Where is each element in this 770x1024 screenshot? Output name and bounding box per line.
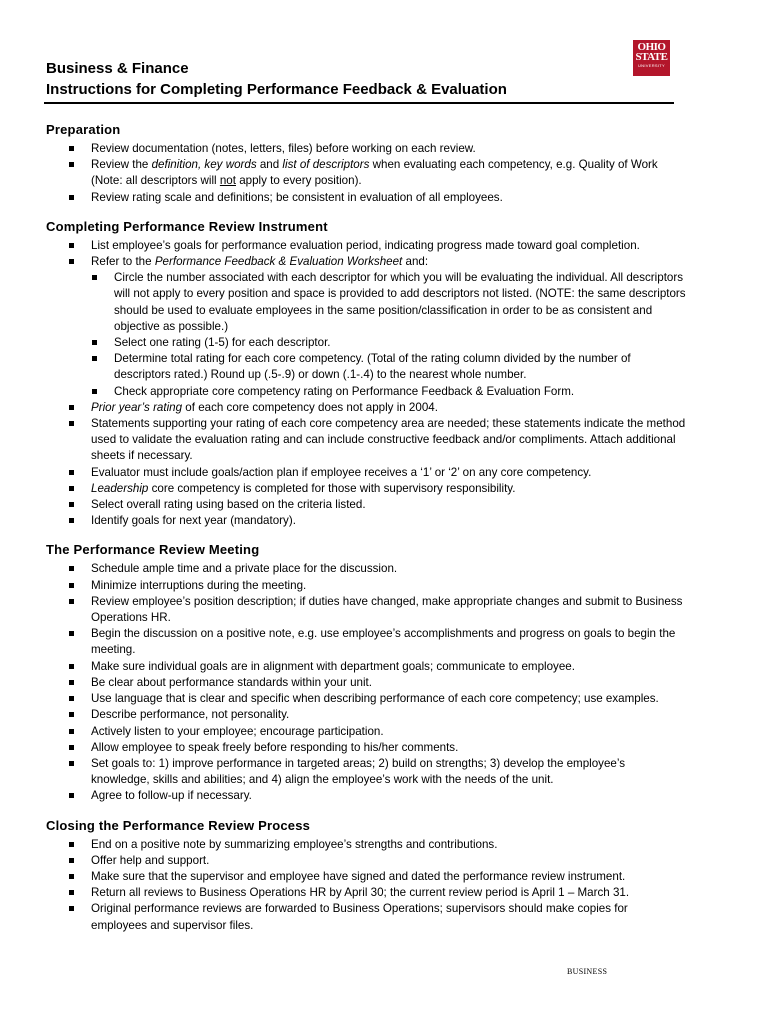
document-subtitle: Instructions for Completing Performance Feedback & Evaluation — [46, 81, 507, 98]
section-closing — [46, 817, 686, 934]
list-item: Describe performance, not personality. — [68, 707, 686, 723]
list-item: Review employee’s position description; if duties have changed, make appropriate changes and submit to Business Operations HR. — [68, 594, 686, 626]
list-item: Allow employee to speak freely before responding to his/her comments. — [68, 740, 686, 756]
footer-label: BUSINESS — [567, 967, 608, 976]
list-item: Actively listen to your employee; encourage participation. — [68, 724, 686, 740]
header-divider — [44, 102, 674, 104]
sub-list-item: Circle the number associated with each descriptor for which you will be evaluating the individual. All descriptors will not apply to every position and space is provided to add descriptors not listed. (NOTE: the same descriptors should be used to evaluate employees in the same position/classification in order to be as consistent and objective as possible.) — [91, 270, 686, 335]
ohio-state-logo — [633, 40, 670, 76]
list-item: Set goals to: 1) improve performance in targeted areas; 2) build on strengths; 3) develop the employee’s knowledge, skills and abilities; and 4) align the employee’s work with the needs of the unit. — [68, 756, 686, 788]
list-item: Prior year’s rating of each core competency does not apply in 2004. — [68, 400, 686, 416]
document-body — [46, 121, 686, 946]
list-item: Make sure individual goals are in alignment with department goals; communicate to employee. — [68, 659, 686, 675]
list-item: Be clear about performance standards within your unit. — [68, 675, 686, 691]
list-item: Leadership core competency is completed for those with supervisory responsibility. — [68, 481, 686, 497]
sub-list-item: Check appropriate core competency rating on Performance Feedback & Evaluation Form. — [91, 384, 686, 400]
list-item: List employee’s goals for performance evaluation period, indicating progress made toward goal completion. — [68, 238, 686, 254]
list-item: Evaluator must include goals/action plan if employee receives a ‘1’ or ‘2’ on any core competency. — [68, 465, 686, 481]
list-item: Review the definition, key words and list of descriptors when evaluating each competency, e.g. Quality of Work (Note: all descriptors will not apply to every position). — [68, 157, 686, 189]
sub-list-item: Select one rating (1-5) for each descriptor. — [91, 335, 686, 351]
section-title: The Performance Review Meeting — [46, 542, 260, 558]
list-item: Schedule ample time and a private place for the discussion. — [68, 561, 686, 577]
sub-bullet-list — [91, 270, 686, 400]
logo-line-ohio: OHIO — [637, 41, 666, 53]
logo-line-university: UNIVERSITY — [637, 63, 665, 68]
list-item: Return all reviews to Business Operations HR by April 30; the current review period is April 1 – March 31. — [68, 885, 686, 901]
section-preparation — [46, 121, 686, 206]
list-item: Use language that is clear and specific when describing performance of each core competency; use examples. — [68, 691, 686, 707]
list-item: Select overall rating using based on the criteria listed. — [68, 497, 686, 513]
bullet-list — [46, 561, 686, 804]
list-item: Minimize interruptions during the meeting. — [68, 578, 686, 594]
document-title: Business & Finance — [46, 60, 189, 77]
bullet-list — [46, 141, 686, 206]
logo-line-state: STATE — [635, 51, 668, 63]
list-item: Agree to follow-up if necessary. — [68, 788, 686, 804]
section-title: Closing the Performance Review Process — [46, 817, 311, 833]
section-title: Completing Performance Review Instrument — [46, 218, 328, 234]
section-meeting — [46, 541, 686, 804]
list-item: Review documentation (notes, letters, files) before working on each review. — [68, 141, 686, 157]
bullet-list — [46, 837, 686, 934]
list-item: Refer to the Performance Feedback & Evaluation Worksheet and: Circle the number associated with each descriptor for which you will be evaluating the individual. All descriptors will not apply to every position and space is provided to add descriptors not listed. (NOTE: the same descriptors should be used to evaluate employees in the same position/classification in order to be as consistent and objective as possible.) Select one rating (1-5) for each descriptor. Determine total rating for each core competency. (Total of the rating column divided by the number of descriptors rated.) Round up (.5-.9) or down (.1-.4) to the nearest whole number. Check appropriate core competency rating on Performance Feedback & Evaluation Form. — [68, 254, 686, 400]
bullet-list — [46, 238, 686, 530]
list-item: Identify goals for next year (mandatory). — [68, 513, 686, 529]
list-item: Statements supporting your rating of each core competency area are needed; these statements indicate the method used to validate the evaluation rating and can include constructive feedback and/or compliments. Attach additional sheets if necessary. — [68, 416, 686, 465]
list-item: End on a positive note by summarizing employee’s strengths and contributions. — [68, 837, 686, 853]
list-item: Review rating scale and definitions; be consistent in evaluation of all employees. — [68, 190, 686, 206]
sub-list-item: Determine total rating for each core competency. (Total of the rating column divided by the number of descriptors rated.) Round up (.5-.9) or down (.1-.4) to the nearest whole number. — [91, 351, 686, 383]
section-title: Preparation — [46, 122, 121, 137]
list-item: Make sure that the supervisor and employee have signed and dated the performance review instrument. — [68, 869, 686, 885]
section-completing — [46, 218, 686, 530]
document-header — [46, 58, 507, 100]
list-item: Original performance reviews are forwarded to Business Operations; supervisors should make copies for employees and supervisor files. — [68, 901, 686, 933]
list-item: Offer help and support. — [68, 853, 686, 869]
list-item: Begin the discussion on a positive note, e.g. use employee’s accomplishments and progress on goals to begin the meeting. — [68, 626, 686, 658]
